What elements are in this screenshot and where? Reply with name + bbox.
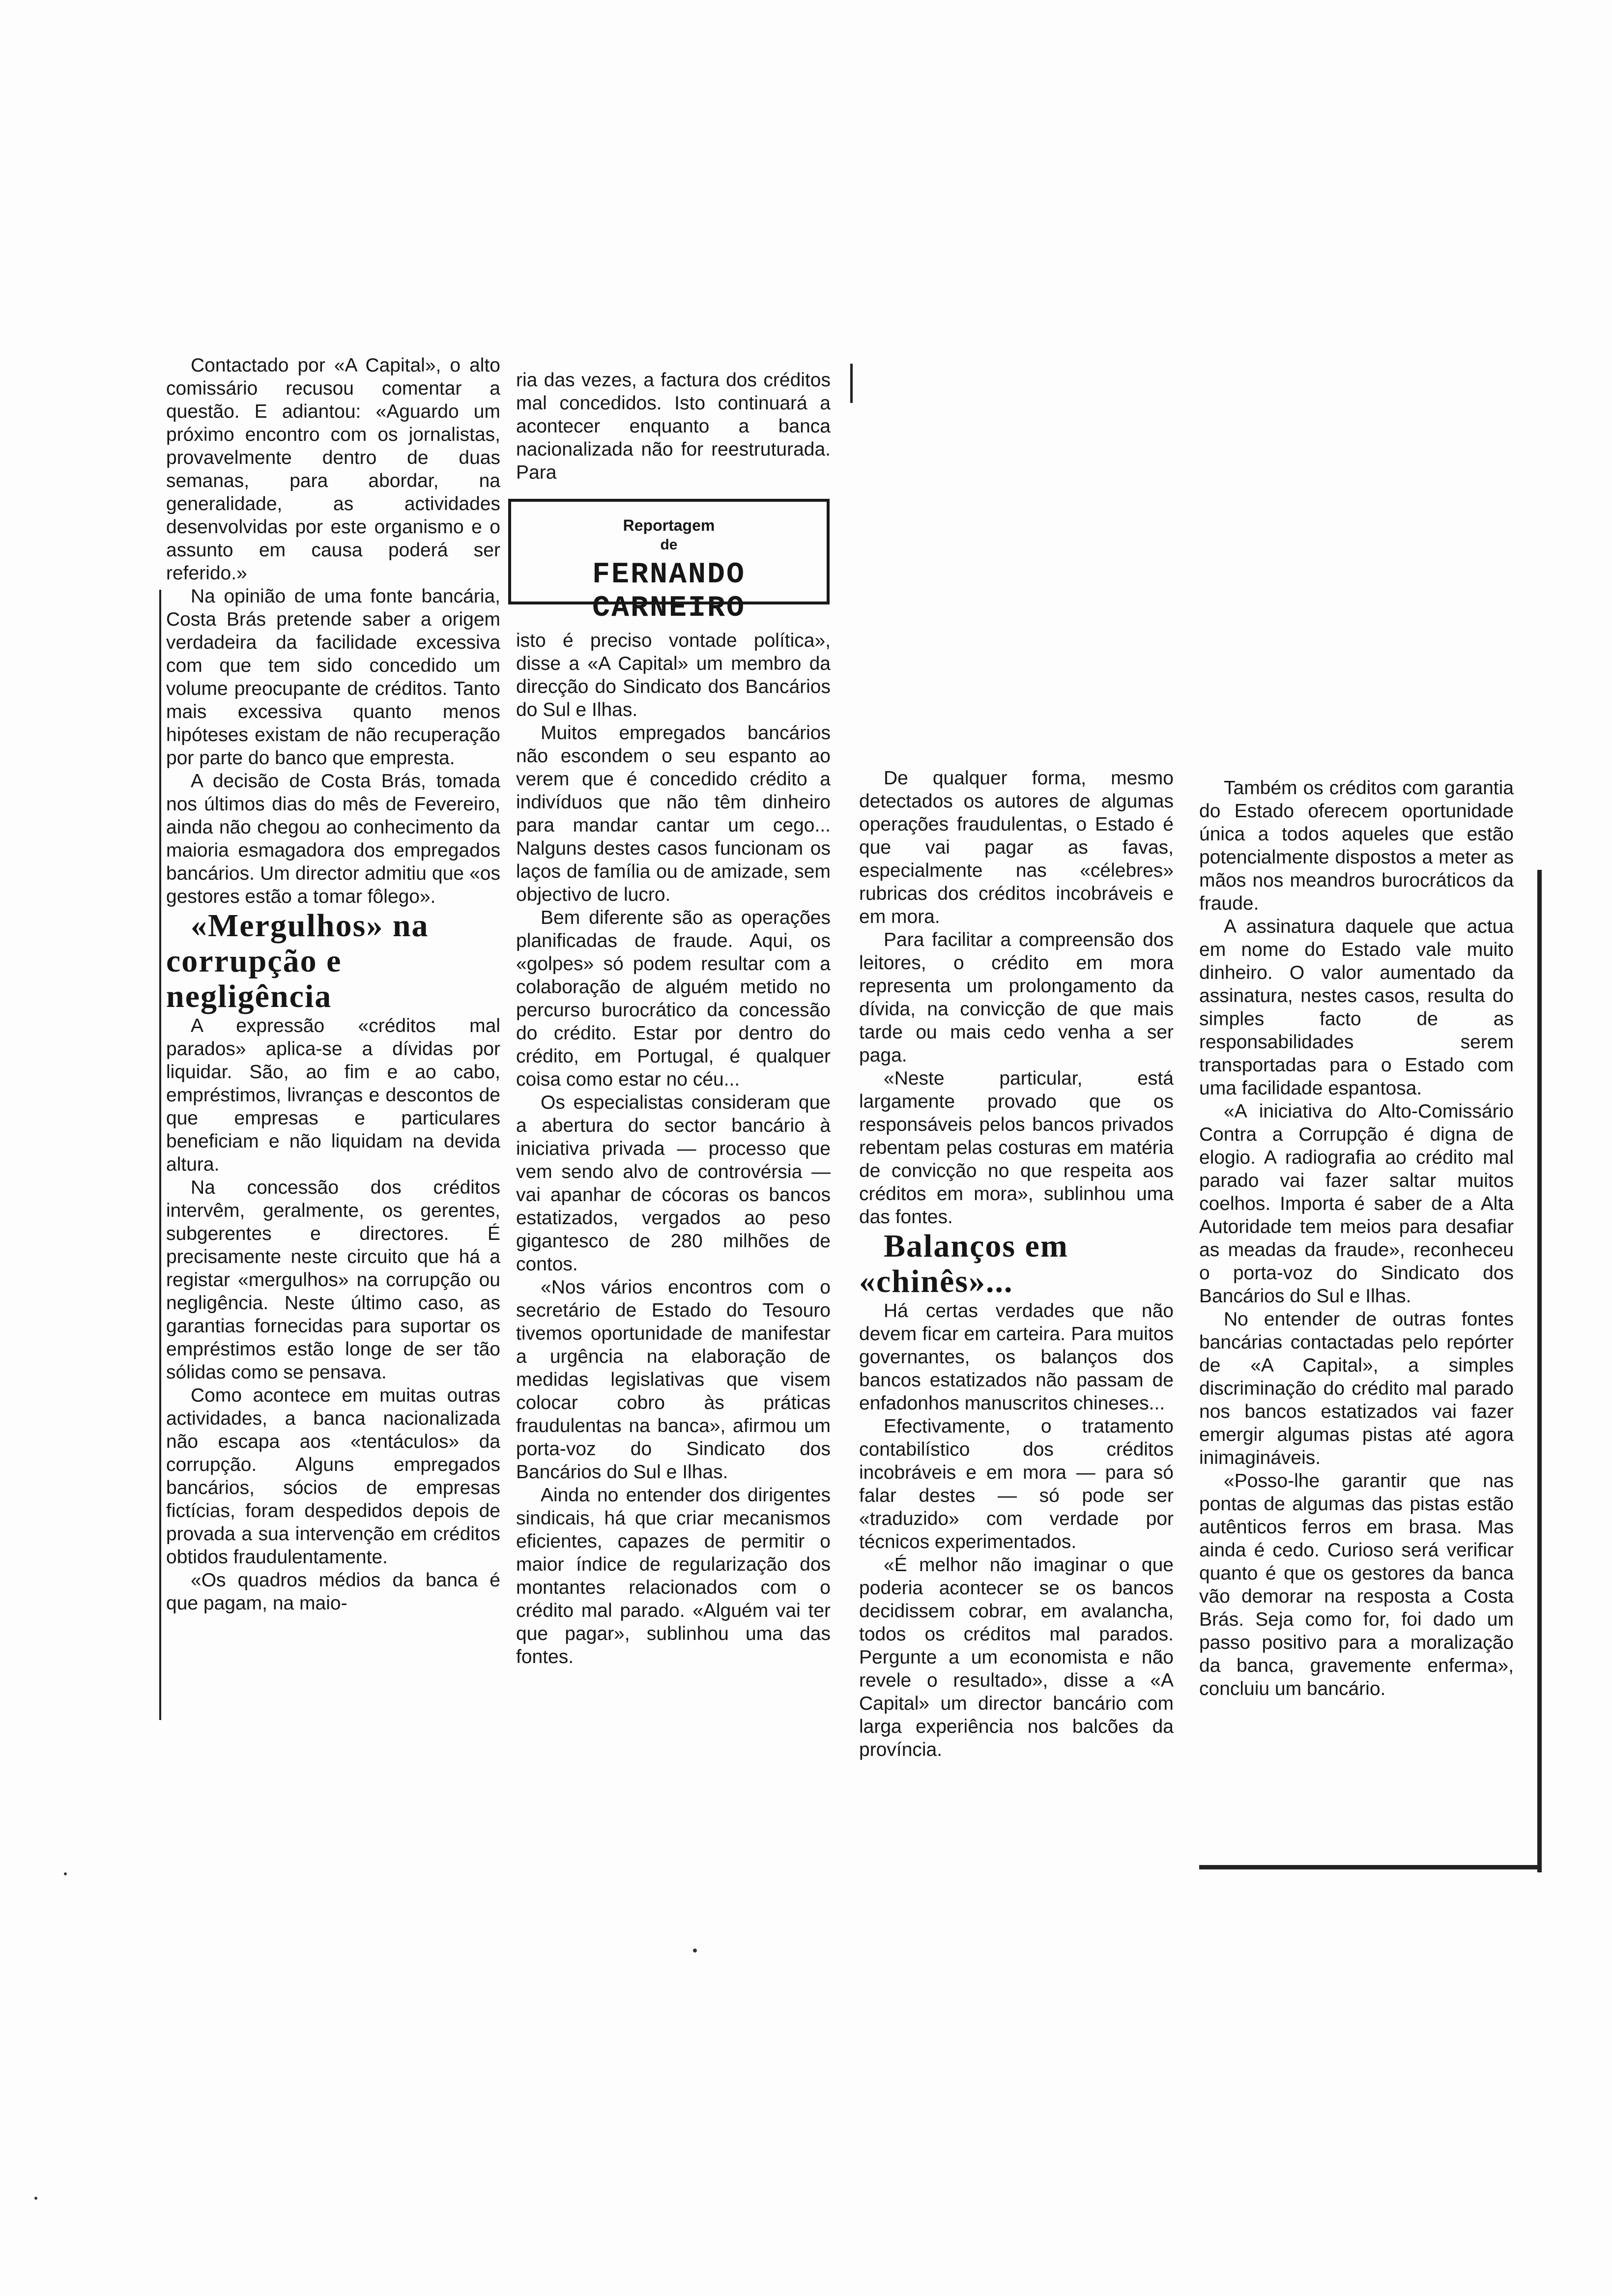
scan-speck <box>64 1872 67 1875</box>
article-column-2 <box>516 629 831 1668</box>
subheading: «Mergulhos» na corrupção e negligência <box>166 908 429 1014</box>
paragraph: «Neste particular, está largamente provado que os responsáveis pelos bancos privados rebentam pelas costuras em matéria de convicção no que respeita aos créditos em mora», sublinhou uma das fontes. <box>859 1068 1174 1228</box>
paragraph: Os especialistas consideram que a abertura do sector bancário à iniciativa privada — processo que vem sendo alvo de controvérsia — vai apanhar de cócoras os bancos estatizados, vergados ao peso gigantesco de 280 milhões de contos. <box>516 1092 831 1275</box>
clipping-edge-left <box>159 590 161 1720</box>
paragraph: «A iniciativa do Alto-Comissário Contra a Corrupção é digna de elogio. A radiografia ao crédito mal parado vai fazer saltar muitos coelhos. Importa é saber de a Alta Autoridade tem meios para desafiar as meadas da fraude», reconheceu o porta-voz do Sindicato dos Bancários do Sul e Ilhas. <box>1199 1101 1514 1307</box>
paragraph: Muitos empregados bancários não escondem o seu espanto ao verem que é concedido crédito a indivíduos que não têm dinheiro para mandar cantar um cego... Nalguns destes casos funcionam os laços de família ou de amizade, sem objectivo de lucro. <box>516 722 831 905</box>
article-column-1 <box>166 354 500 1615</box>
paragraph: Também os créditos com garantia do Estado oferecem oportunidade única a todos aqueles que estão potencialmente dispostos a meter as mãos nos meandros burocráticos da fraude. <box>1199 777 1514 914</box>
paragraph: Na concessão dos créditos intervêm, geralmente, os gerentes, subgerentes e directores. É precisamente neste circuito que há a registar «mergulhos» na corrupção ou negligência. Neste último caso, as garantias fornecidas para suportar os empréstimos estão longe de ser tão sólidas como se pensava. <box>166 1177 500 1383</box>
scan-speck <box>693 1949 697 1952</box>
clipping-edge-top-right <box>850 364 853 403</box>
article-column-3 <box>859 767 1174 1761</box>
paragraph: Bem diferente são as operações planificadas de fraude. Aqui, os «golpes» só podem resultar com a colaboração de alguém metido no percurso burocrático da concessão do crédito. Estar por dentro do crédito, em Portugal, é qualquer coisa como estar no céu... <box>516 907 831 1090</box>
article-column-2-top <box>516 369 831 484</box>
paragraph: «Os quadros médios da banca é que pagam, na maio- <box>166 1570 500 1614</box>
paragraph: De qualquer forma, mesmo detectados os autores de algumas operações fraudulentas, o Estado é que vai pagar as favas, especialmente nas «célebres» rubricas dos créditos incobráveis e em mora. <box>859 768 1174 927</box>
byline-box <box>508 499 830 625</box>
subheading: Balanços em «chinês»... <box>859 1228 1068 1299</box>
paragraph: Na opinião de uma fonte bancária, Costa Brás pretende saber a origem verdadeira da facilidade excessiva com que tem sido concedido um volume preocupante de créditos. Tanto mais excessiva quanto menos hipóteses existam de não recuperação por parte do banco que empresta. <box>166 586 500 769</box>
paragraph: Há certas verdades que não devem ficar em carteira. Para muitos governantes, os balanços dos bancos estatizados não passam de enfadonhos manuscritos chineses... <box>859 1300 1174 1414</box>
paragraph: ria das vezes, a factura dos créditos mal concedidos. Isto continuará a acontecer enquanto a banca nacionalizada não for reestruturada. Para <box>516 370 831 483</box>
paragraph: Efectivamente, o tratamento contabilístico dos créditos incobráveis e em mora — para só falar destes — só pode ser «traduzido» com verdade por técnicos experimentados. <box>859 1416 1174 1552</box>
paragraph: Ainda no entender dos dirigentes sindicais, há que criar mecanismos eficientes, capazes de permitir o maior índice de regularização dos montantes relacionados com o crédito mal parado. «Alguém vai ter que pagar», sublinhou uma das fontes. <box>516 1485 831 1667</box>
byline-label: Reportagem <box>623 517 715 534</box>
byline-author: FERNANDO CARNEIRO <box>592 558 746 625</box>
clipping-edge-bottom <box>1199 1865 1541 1869</box>
paragraph: A assinatura daquele que actua em nome do Estado vale muito dinheiro. O valor aumentado da assinatura, nestes casos, resulta do simples facto de as responsabilidades serem transportadas para o Estado com uma facilidade espantosa. <box>1199 916 1514 1099</box>
paragraph: «Posso-lhe garantir que nas pontas de algumas das pistas estão autênticos ferros em brasa. Mas ainda é cedo. Curioso será verificar quanto é que os gestores da banca vão demorar na resposta a Costa Brás. Seja como for, foi dado um passo positivo para a moralização da banca, gravemente enferma», concluiu um bancário. <box>1199 1470 1514 1699</box>
paragraph: «É melhor não imaginar o que poderia acontecer se os bancos decidissem cobrar, em avalancha, todos os créditos mal parados. Pergunte a um economista e não revele o resultado», disse a «A Capital» um director bancário com larga experiência nos balcões da província. <box>859 1554 1174 1760</box>
article-column-4 <box>1199 776 1514 1700</box>
scan-speck <box>34 2197 37 2200</box>
paragraph: Como acontece em muitas outras actividades, a banca nacionalizada não escapa aos «tentáculos» da corrupção. Alguns empregados bancários, sócios de empresas fictícias, foram despedidos depois de provada a sua intervenção em créditos obtidos fraudulentamente. <box>166 1385 500 1568</box>
paragraph: «Nos vários encontros com o secretário de Estado do Tesouro tivemos oportunidade de manifestar a urgência na elaboração de medidas legislativas que visem colocar cobro às práticas fraudulentas na banca», afirmou um porta-voz do Sindicato dos Bancários do Sul e Ilhas. <box>516 1277 831 1483</box>
clipping-edge-right <box>1537 870 1542 1872</box>
paragraph: No entender de outras fontes bancárias contactadas pelo repórter de «A Capital», a simples discriminação do crédito mal parado nos bancos estatizados vai fazer emergir algumas pistas até agora inimagináveis. <box>1199 1309 1514 1468</box>
paragraph: isto é preciso vontade política», disse a «A Capital» um membro da direcção do Sindicato dos Bancários do Sul e Ilhas. <box>516 630 831 720</box>
byline-de: de <box>660 537 678 553</box>
paragraph: A expressão «créditos mal parados» aplica-se a dívidas por liquidar. São, ao fim e ao cabo, empréstimos, livranças e descontos de que empresas e particulares beneficiam e não liquidam na devida altura. <box>166 1015 500 1175</box>
paragraph: Para facilitar a compreensão dos leitores, o crédito em mora representa um prolongamento da dívida, na convicção de que mais tarde ou mais cedo venha a ser paga. <box>859 929 1174 1066</box>
paragraph: A decisão de Costa Brás, tomada nos últimos dias do mês de Fevereiro, ainda não chegou ao conhecimento da maioria esmagadora dos empregados bancários. Um director admitiu que «os gestores estão a tomar fôlego». <box>166 771 500 907</box>
paragraph: Contactado por «A Capital», o alto comissário recusou comentar a questão. E adiantou: «Aguardo um próximo encontro com os jornalistas, provavelmente dentro de duas semanas, para abordar, na generalidade, as actividades desenvolvidas por este organismo e o assunto em causa poderá ser referido.» <box>166 355 500 584</box>
